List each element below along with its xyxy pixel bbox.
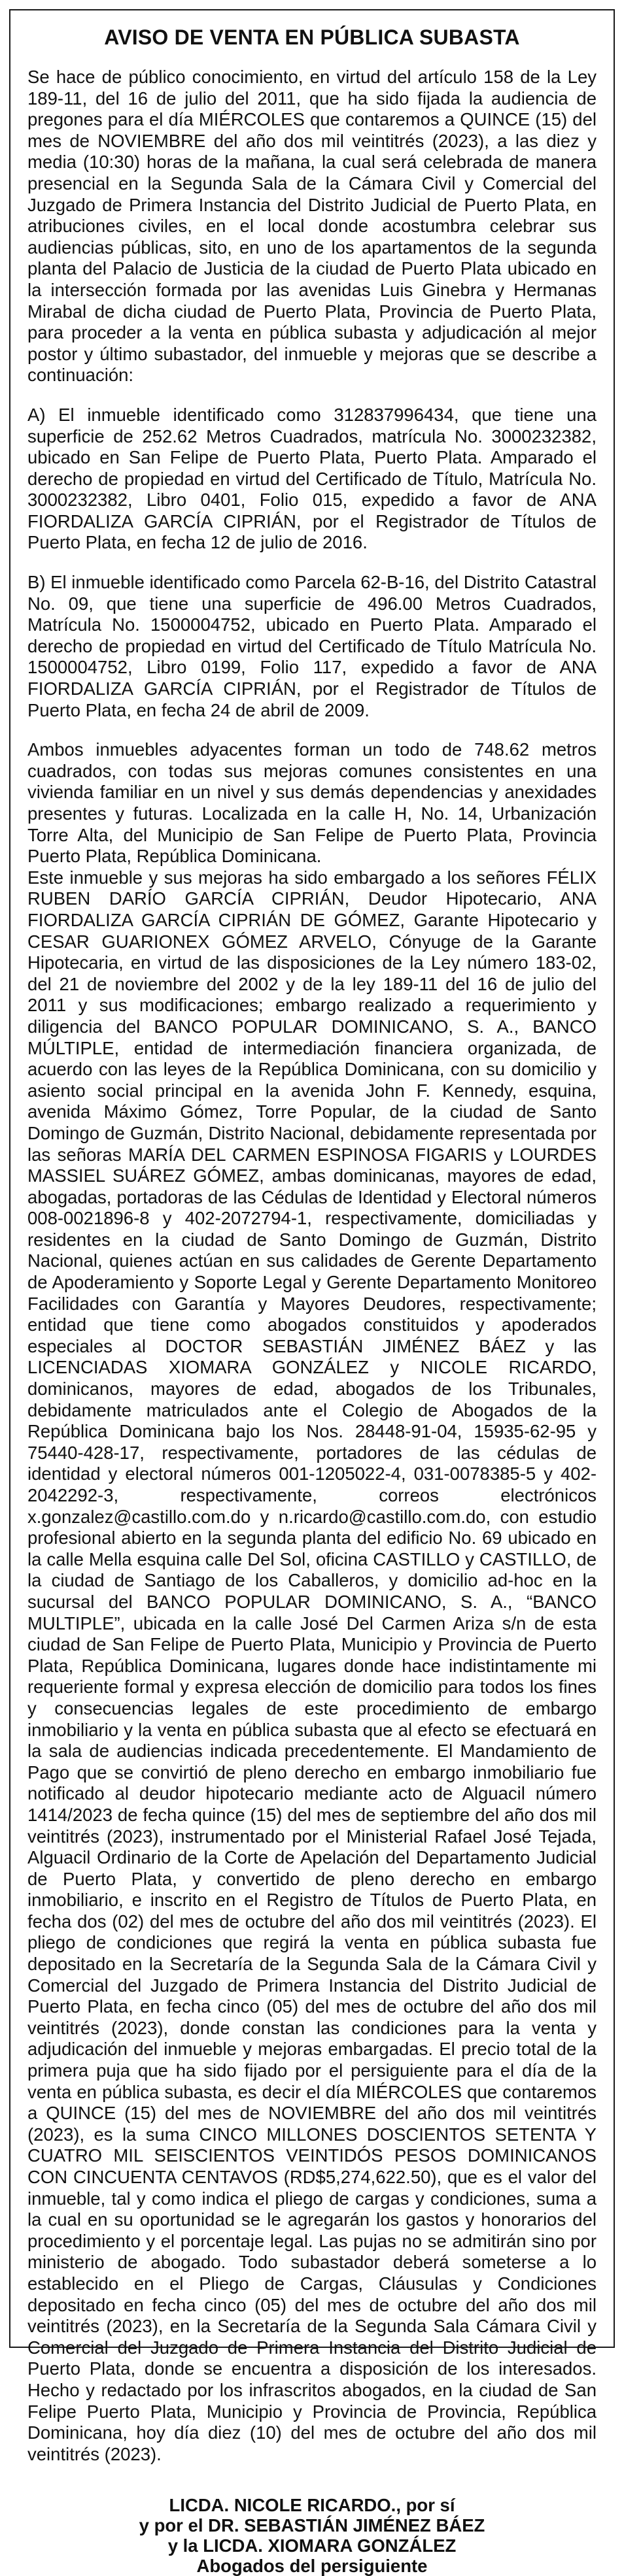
signature-line: Abogados del persiguiente <box>196 2556 428 2576</box>
signature-line: y la LICDA. XIOMARA GONZÁLEZ <box>167 2535 457 2556</box>
signature-block <box>27 2495 597 2576</box>
property-a-paragraph: A) El inmueble identificado como 312837996434, que tiene una superficie de 252.62 Metros Cuadrados, matrícula No. 3000232382, ubicado en San Felipe de Puerto Plata, Puerto Plata. Amparado el derecho de propiedad en virtud del Certificado de Título, Matrícula No. 3000232382, Libro 0401, Folio 015, expedido a favor de ANA FIORDALIZA GARCÍA CIPRIÁN, por el Registrador de Títulos de Puerto Plata, en fecha 12 de julio de 2016. <box>27 404 597 553</box>
signature-line: LICDA. NICOLE RICARDO., por sí <box>169 2495 455 2516</box>
signature-line: y por el DR. SEBASTIÁN JIMÉNEZ BÁEZ <box>139 2515 485 2536</box>
combined-property-paragraph: Ambos inmuebles adyacentes forman un todo de 748.62 metros cuadrados, con todas sus mejoras comunes consistentes en una vivienda familiar en un nivel y sus demás dependencias y anexidades presentes y futuras. Localizada en la calle H, No. 14, Urbanización Torre Alta, del Municipio de San Felipe de Puerto Plata, Provincia Puerto Plata, República Dominicana. <box>27 739 597 867</box>
intro-paragraph: Se hace de público conocimiento, en virtud del artículo 158 de la Ley 189-11, del 16 de julio del 2011, que ha sido fijada la audiencia de pregones para el día MIÉRCOLES que contaremos a QUINCE (15) del mes de NOVIEMBRE del año dos mil veintitrés (2023), a las diez y media (10:30) horas de la mañana, la cual será celebrada de manera presencial en la Segunda Sala de la Cámara Civil y Comercial del Juzgado de Primera Instancia del Distrito Judicial de Puerto Plata, en atribuciones civiles, en el local donde acostumbra celebrar sus audiencias públicas, sito, en uno de los apartamentos de la segunda planta del Palacio de Justicia de la ciudad de Puerto Plata ubicado en la intersección formada por las avenidas Luis Ginebra y Hermanas Mirabal de dicha ciudad de Puerto Plata, Provincia de Puerto Plata, para proceder a la venta en pública subasta y adjudicación al mejor postor y último subastador, del inmueble y mejoras que se describe a continuación: <box>27 67 597 386</box>
auction-notice <box>9 9 615 2576</box>
seizure-details-paragraph: Este inmueble y sus mejoras ha sido embargado a los señores FÉLIX RUBEN DARÍO GARCÍA CIPRIÁN, Deudor Hipotecario, ANA FIORDALIZA GARCÍA CIPRIÁN DE GÓMEZ, Garante Hipotecario y CESAR GUARIONEX GÓMEZ ARVELO, Cónyuge de la Garante Hipotecaria, en virtud de las disposiciones de la Ley número 183-02, del 21 de noviembre del 2002 y de la ley 189-11 del 16 de julio del 2011 y sus modificaciones; embargo realizado a requerimiento y diligencia del BANCO POPULAR DOMINICANO, S. A., BANCO MÚLTIPLE, entidad de intermediación financiera organizada, de acuerdo con las leyes de la República Dominicana, con su domicilio y asiento social principal en la avenida John F. Kennedy, esquina, avenida Máximo Gómez, Torre Popular, de la ciudad de Santo Domingo de Guzmán, Distrito Nacional, debidamente representada por las señoras MARÍA DEL CARMEN ESPINOSA FIGARIS y LOURDES MASSIEL SUÁREZ GÓMEZ, ambas dominicanas, mayores de edad, abogadas, portadoras de las Cédulas de Identidad y Electoral números 008-0021896-8 y 402-2072794-1, respectivamente, domiciliadas y residentes en la ciudad de Santo Domingo de Guzmán, Distrito Nacional, quienes actúan en sus calidades de Gerente Departamento de Apoderamiento y Soporte Legal y Gerente Departamento Monitoreo Facilidades con Garantía y Mayores Deudores, respectivamente; entidad que tiene como abogados constituidos y apoderados especiales al DOCTOR SEBASTIÁN JIMÉNEZ BÁEZ y las LICENCIADAS XIOMARA GONZÁLEZ y NICOLE RICARDO, dominicanos, mayores de edad, abogados de los Tribunales, debidamente matriculados ante el Colegio de Abogados de la República Dominicana bajo los Nos. 28448-91-04, 15935-62-95 y 75440-428-17, respectivamente, portadores de las cédulas de identidad y electoral números 001-1205022-4, 031-0078385-5 y 402-2042292-3, respectivamente, correos electrónicos x.gonzalez@castillo.com.do y n.ricardo@castillo.com.do, con estudio profesional abierto en la segunda planta del edificio No. 69 ubicado en la calle Mella esquina calle Del Sol, oficina CASTILLO y CASTILLO, de la ciudad de Santiago de los Caballeros, y domicilio ad-hoc en la sucursal del BANCO POPULAR DOMINICANO, S. A., “BANCO MULTIPLE”, ubicada en la calle José Del Carmen Ariza s/n de esta ciudad de San Felipe de Puerto Plata, Municipio y Provincia de Puerto Plata, República Dominicana, lugares donde hace indistintamente mi requeriente formal y expresa elección de domicilio para todos los fines y consecuencias legales de este procedimiento de embargo inmobiliario y la venta en pública subasta que al efecto se efectuará en la sala de audiencias indicada precedentemente. El Mandamiento de Pago que se convirtió de pleno derecho en embargo inmobiliario fue notificado al deudor hipotecario mediante acto de Alguacil número 1414/2023 de fecha quince (15) del mes de septiembre del año dos mil veintitrés (2023), instrumentado por el Ministerial Rafael José Tejada, Alguacil Ordinario de la Corte de Apelación del Departamento Judicial de Puerto Plata, y convertido de pleno derecho en embargo inmobiliario, e inscrito en el Registro de Títulos de Puerto Plata, en fecha dos (02) del mes de octubre del año dos mil veintitrés (2023). El pliego de condiciones que regirá la venta en pública subasta fue depositado en la Secretaría de la Segunda Sala de la Cámara Civil y Comercial del Juzgado de Primera Instancia del Distrito Judicial de Puerto Plata, en fecha cinco (05) del mes de octubre del año dos mil veintitrés (2023), donde constan las condiciones para la venta y adjudicación del inmueble y mejoras embargadas. El precio total de la primera puja que ha sido fijado por el persiguiente para el día de la venta en pública subasta, es decir el día MIÉRCOLES que contaremos a QUINCE (15) del mes de NOVIEMBRE del año dos mil veintitrés (2023), es la suma CINCO MILLONES DOSCIENTOS SETENTA Y CUATRO MIL SEISCIENTOS VEINTIDÓS PESOS DOMINICANOS CON CINCUENTA CENTAVOS (RD$5,274,622.50), que es el valor del inmueble, tal y como indica el pliego de cargas y condiciones, suma a la cual en su oportunidad se le agregarán los gastos y honorarios del procedimiento y el porcentaje legal. Las pujas no se admitirán sino por ministerio de abogado. Todo subastador deberá someterse a lo establecido en el Pliego de Cargas, Cláusulas y Condiciones depositado en fecha cinco (05) del mes de octubre del año dos mil veintitrés (2023), en la Secretaría de la Segunda Sala Cámara Civil y Comercial del Juzgado de Primera Instancia del Distrito Judicial de Puerto Plata, donde se encuentra a disposición de los interesados. Hecho y redactado por los infrascritos abogados, en la ciudad de San Felipe Puerto Plata, Municipio y Provincia de Provincia, República Dominicana, hoy día diez (10) del mes de octubre del año dos mil veintitrés (2023). <box>27 867 597 2464</box>
notice-title: AVISO DE VENTA EN PÚBLICA SUBASTA <box>104 25 520 49</box>
property-b-paragraph: B) El inmueble identificado como Parcela 62-B-16, del Distrito Catastral No. 09, que tiene una superficie de 496.00 Metros Cuadrados, Matrícula No. 1500004752, ubicado en Puerto Plata. Amparado el derecho de propiedad en virtud del Certificado de Título Matrícula No. 1500004752, Libro 0199, Folio 117, expedido a favor de ANA FIORDALIZA GARCÍA CIPRIÁN, por el Registrador de Títulos de Puerto Plata, en fecha 24 de abril de 2009. <box>27 572 597 720</box>
